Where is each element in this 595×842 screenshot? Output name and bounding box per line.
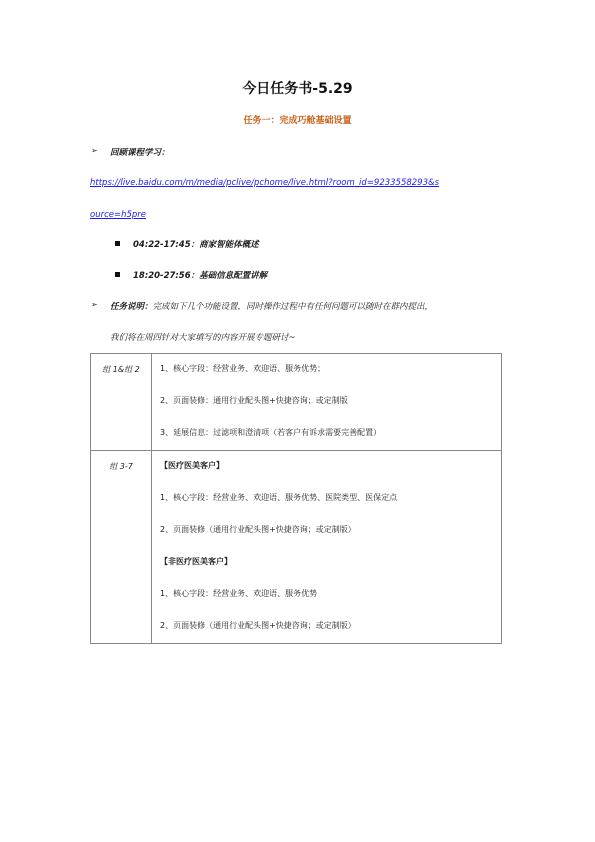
review-label: 回顾课程学习： — [110, 148, 170, 158]
task-note-line-1 — [110, 300, 433, 312]
content-heading: 【医疗医美客户】 — [160, 461, 224, 470]
task-subtitle: 任务一：完成巧舱基础设置 — [243, 116, 352, 126]
content-line: 1、核心字段：经营业务、欢迎语、服务优势； — [160, 364, 326, 373]
review-item-2: 18:20-27:56：基础信息配置讲解 — [133, 271, 268, 281]
content-heading: 【非医疗医美客户】 — [160, 557, 232, 566]
group-label: 组 1&组 2 — [91, 354, 152, 451]
group-content — [152, 451, 502, 644]
task-table — [90, 353, 502, 644]
content-line: 3、延展信息：过滤项和澄清项（若客户有诉求需要完善配置） — [160, 428, 382, 437]
page-title: 今日任务书-5.29 — [242, 81, 353, 97]
content-line: 1、核心字段：经营业务、欢迎语、服务优势、医院类型、医保定点 — [160, 493, 398, 502]
group-label: 组 3-7 — [91, 451, 152, 644]
content-line: 2、页面装修：通用行业配头图+快捷咨询；或定制版 — [160, 396, 348, 405]
group-content — [152, 354, 502, 451]
task-note-line-2: 我们将在周四针对大家填写的内容开展专题研讨~ — [110, 333, 296, 343]
arrow-bullet-icon: ➢ — [91, 300, 98, 309]
table-row — [91, 354, 502, 451]
course-link-line-1[interactable]: https://live.baidu.com/m/media/pclive/pchome/live.html?room_id=9233558293&s — [90, 178, 440, 188]
course-link-line-2[interactable]: ource=h5pre — [90, 210, 147, 220]
review-item-1: 04:22-17:45：商家智能体概述 — [133, 240, 259, 250]
table-row — [91, 451, 502, 644]
task-note-text: 完成如下几个功能设置，同时操作过程中有任何问题可以随时在群内提出， — [152, 302, 434, 312]
square-bullet-icon — [115, 241, 120, 246]
content-line: 2、页面装修（通用行业配头图+快捷咨询；或定制版） — [160, 525, 356, 534]
arrow-bullet-icon: ➢ — [91, 146, 98, 155]
content-line: 1、核心字段：经营业务、欢迎语、服务优势 — [160, 589, 318, 598]
task-note-label: 任务说明： — [110, 302, 153, 312]
content-line: 2、页面装修（通用行业配头图+快捷咨询；或定制版） — [160, 621, 356, 630]
square-bullet-icon — [115, 272, 120, 277]
